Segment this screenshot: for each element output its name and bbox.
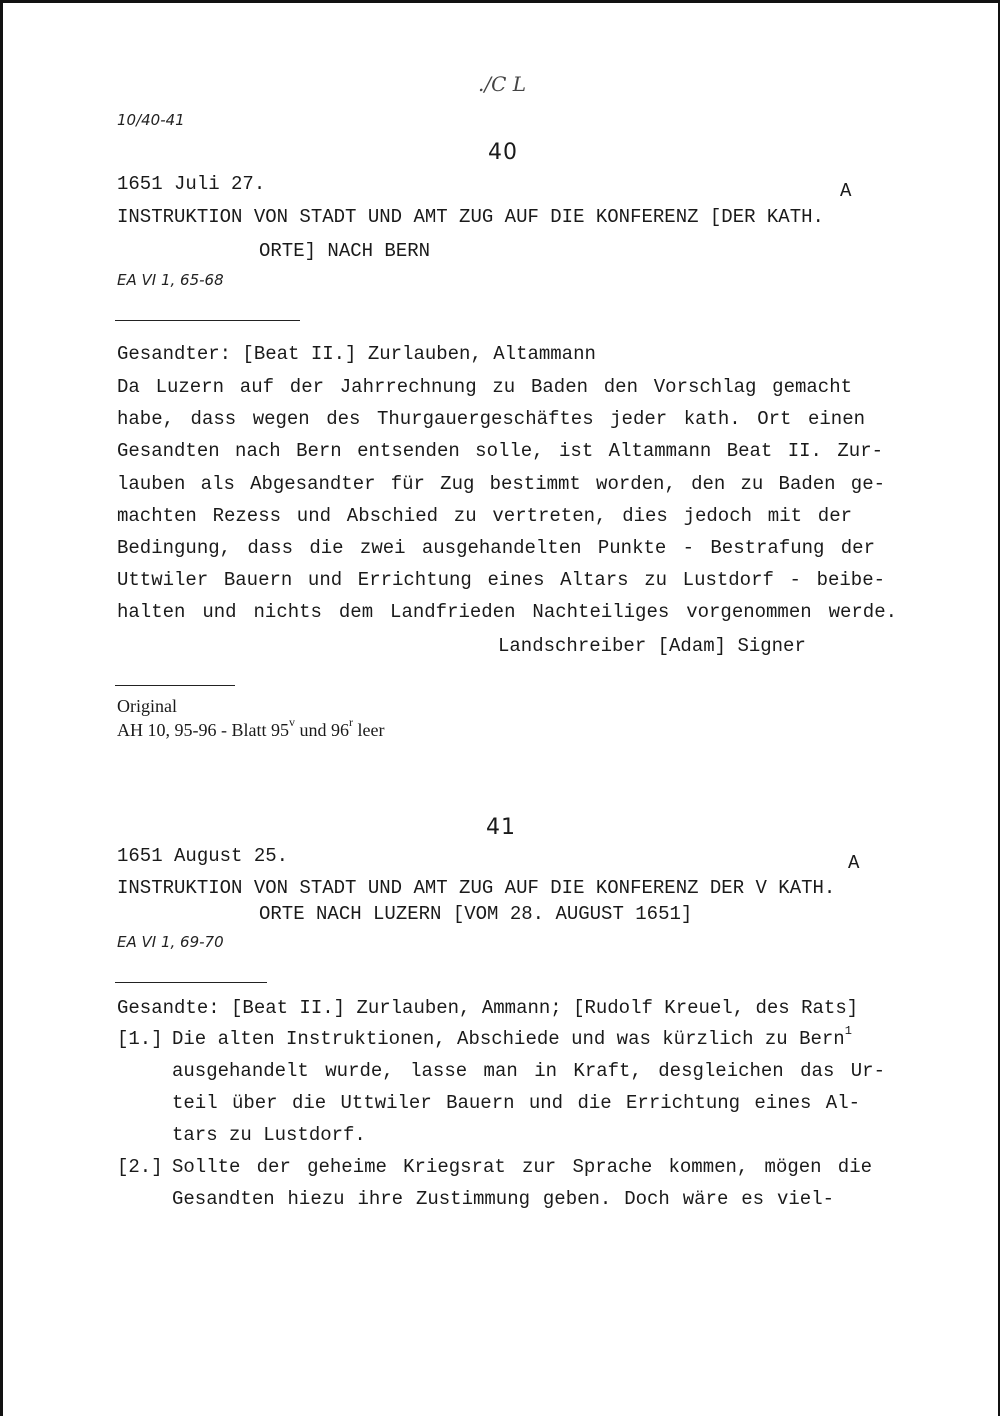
doc40-body-line: Uttwiler Bauern und Errichtung eines Altars zu Lustdorf - beibe- bbox=[117, 569, 885, 591]
doc40-body-line: habe, dass wegen des Thurgauergeschäftes jeder kath. Ort einen bbox=[117, 408, 865, 430]
folio-recto-mark: r bbox=[348, 715, 353, 729]
source-tail-text: leer bbox=[357, 720, 385, 740]
doc41-date: 1651 August 25. bbox=[117, 845, 289, 867]
doc40-type-letter: A bbox=[840, 180, 852, 202]
doc41-item2-marker: [2.] bbox=[117, 1156, 163, 1178]
doc40-source-reference bbox=[117, 715, 385, 741]
doc41-separator-rule bbox=[115, 982, 267, 983]
source-und-text: und 96 bbox=[299, 720, 349, 740]
doc41-ea-reference: EA VI 1, 69-70 bbox=[117, 933, 224, 951]
doc40-body-line: Bedingung, dass die zwei ausgehandelten Punkte - Bestrafung der bbox=[117, 537, 875, 559]
doc41-item1-marker: [1.] bbox=[117, 1028, 163, 1050]
doc41-item1-line: ausgehandelt wurde, lasse man in Kraft, desgleichen das Ur- bbox=[172, 1060, 885, 1082]
doc40-source-label: Original bbox=[117, 696, 177, 716]
doc41-type-letter: A bbox=[848, 852, 860, 874]
footnote-marker: 1 bbox=[844, 1023, 852, 1038]
handwritten-note: ./C L bbox=[478, 72, 527, 96]
doc41-item2-line: Gesandten hiezu ihre Zustimmung geben. Doch wäre es viel- bbox=[172, 1188, 834, 1210]
document-number-41: 41 bbox=[486, 815, 516, 840]
doc40-ea-reference: EA VI 1, 65-68 bbox=[117, 271, 224, 289]
doc40-date: 1651 Juli 27. bbox=[117, 173, 266, 195]
scan-border-left bbox=[0, 0, 3, 1416]
doc41-envoys: Gesandte: [Beat II.] Zurlauben, Ammann; [Rudolf Kreuel, des Rats] bbox=[117, 997, 859, 1019]
doc41-title-line1: INSTRUKTION VON STADT UND AMT ZUG AUF DIE KONFERENZ DER V KATH. bbox=[117, 877, 836, 899]
doc40-body-line: lauben als Abgesandter für Zug bestimmt worden, den zu Baden ge- bbox=[117, 473, 885, 495]
doc40-separator-rule bbox=[115, 320, 300, 321]
doc41-item1-line: tars zu Lustdorf. bbox=[172, 1124, 366, 1146]
doc40-body-line: halten und nichts dem Landfrieden Nachteiliges vorgenommen werde. bbox=[117, 601, 897, 623]
doc40-envoy: Gesandter: [Beat II.] Zurlauben, Altammann bbox=[117, 343, 596, 365]
doc40-title-line2: ORTE] NACH BERN bbox=[259, 240, 431, 262]
doc40-title-line1: INSTRUKTION VON STADT UND AMT ZUG AUF DIE KONFERENZ [DER KATH. bbox=[117, 206, 824, 228]
doc40-source-rule bbox=[115, 685, 235, 686]
doc41-item1-line bbox=[172, 1023, 852, 1050]
archive-reference: 10/40-41 bbox=[117, 111, 185, 129]
source-ref-text: AH 10, 95-96 - Blatt 95 bbox=[117, 720, 289, 740]
doc41-title-line2: ORTE NACH LUZERN [VOM 28. AUGUST 1651] bbox=[259, 903, 693, 925]
document-number-40: 40 bbox=[488, 140, 518, 165]
doc40-body-line: Gesandten nach Bern entsenden solle, ist Altammann Beat II. Zur- bbox=[117, 440, 883, 462]
doc41-item1-line: teil über die Uttwiler Bauern und die Errichtung eines Al- bbox=[172, 1092, 860, 1114]
scan-border-top bbox=[0, 0, 1000, 3]
folio-verso-mark: v bbox=[288, 715, 295, 729]
doc41-item2-line: Sollte der geheime Kriegsrat zur Sprache kommen, mögen die bbox=[172, 1156, 872, 1178]
doc40-body-line: machten Rezess und Abschied zu vertreten, dies jedoch mit der bbox=[117, 505, 852, 527]
item1-line-text: Die alten Instruktionen, Abschiede und was kürzlich zu Bern bbox=[172, 1028, 845, 1050]
doc40-body-line: Da Luzern auf der Jahrrechnung zu Baden den Vorschlag gemacht bbox=[117, 376, 852, 398]
doc40-signature: Landschreiber [Adam] Signer bbox=[498, 635, 806, 657]
